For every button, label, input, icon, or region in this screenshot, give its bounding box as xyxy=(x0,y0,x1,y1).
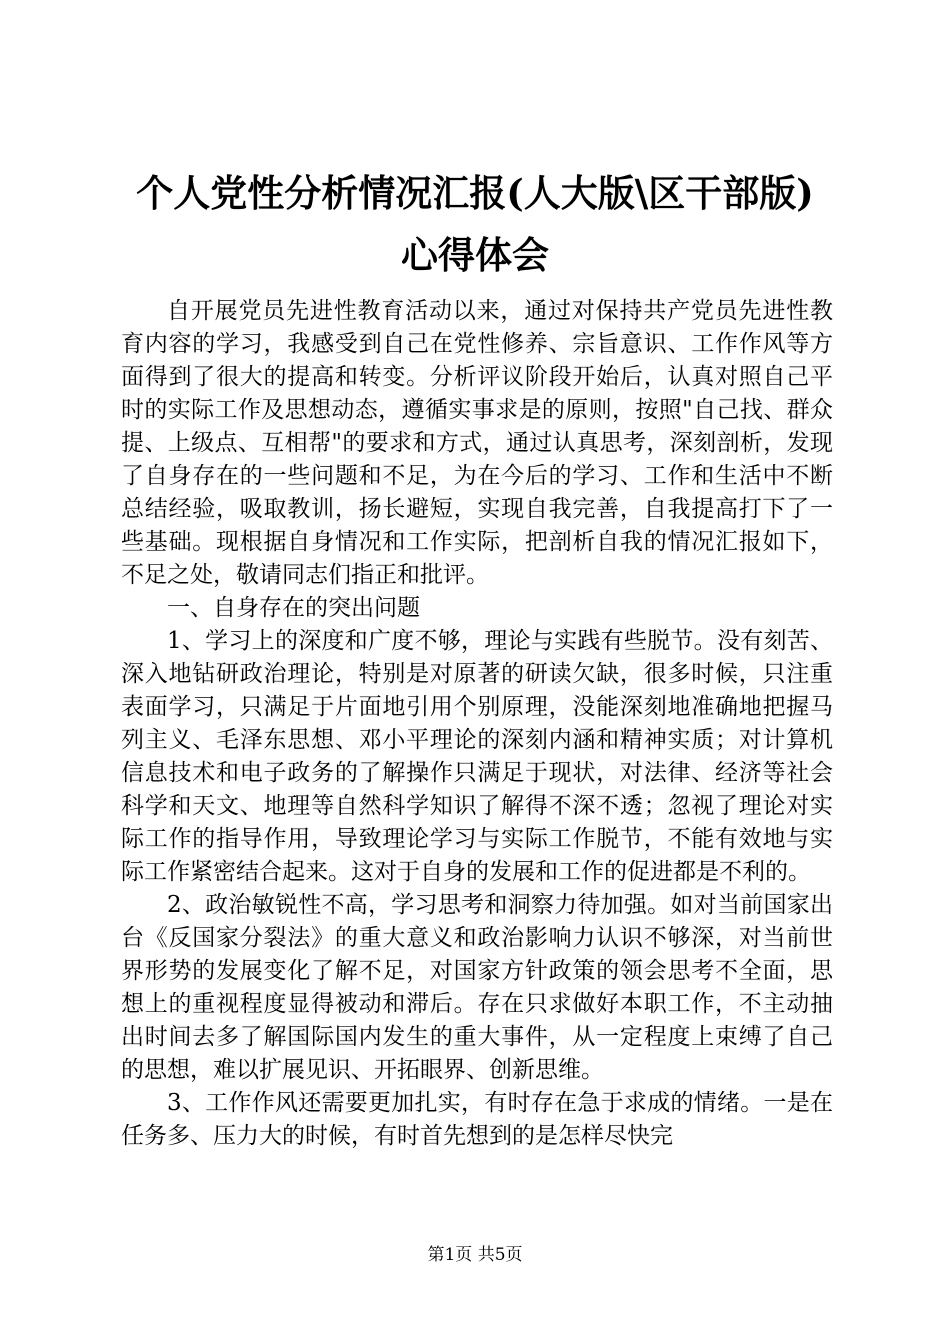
document-body xyxy=(121,295,833,1153)
paragraph-item-1: 1、学习上的深度和广度不够，理论与实践有些脱节。没有刻苦、深入地钻研政治理论，特别是对原著的研读欠缺，很多时候，只注重表面学习，只满足于片面地引用个别原理，没能深刻地准确地把握马列主义、毛泽东思想、邓小平理论的深刻内涵和精神实质；对计算机信息技术和电子政务的了解操作只满足于现状，对法律、经济等社会科学和天文、地理等自然科学知识了解得不深不透；忽视了理论对实际工作的指导作用，导致理论学习与实际工作脱节，不能有效地与实际工作紧密结合起来。这对于自身的发展和工作的促进都是不利的。 xyxy=(121,628,833,885)
section-heading-problems: 一、自身存在的突出问题 xyxy=(167,595,420,621)
paragraph-item-3: 3、工作作风还需要更加扎实，有时存在急于求成的情绪。一是在任务多、压力大的时候，有时首先想到的是怎样尽快完 xyxy=(121,1090,833,1149)
page-number-footer: 第1页 共5页 xyxy=(427,1245,523,1265)
document-title: 个人党性分析情况汇报(人大版\区干部版)心得体会 xyxy=(136,171,814,277)
paragraph-intro: 自开展党员先进性教育活动以来，通过对保持共产党员先进性教育内容的学习，我感受到自己在党性修养、宗旨意识、工作作风等方面得到了很大的提高和转变。分析评议阶段开始后，认真对照自己平时的实际工作及思想动态，遵循实事求是的原则，按照"自己找、群众提、上级点、互相帮"的要求和方式，通过认真思考，深刻剖析，发现了自身存在的一些问题和不足，为在今后的学习、工作和生活中不断总结经验，吸取教训，扬长避短，实现自我完善，自我提高打下了一些基础。现根据自身情况和工作实际，把剖析自我的情况汇报如下，不足之处，敬请同志们指正和批评。 xyxy=(121,298,833,588)
paragraph-item-2: 2、政治敏锐性不高，学习思考和洞察力待加强。如对当前国家出台《反国家分裂法》的重大意义和政治影响力认识不够深，对当前世界形势的发展变化了解不足，对国家方针政策的领会思考不全面，思想上的重视程度显得被动和滞后。存在只求做好本职工作，不主动抽出时间去多了解国际国内发生的重大事件，从一定程度上束缚了自己的思想，难以扩展见识、开拓眼界、创新思维。 xyxy=(121,892,833,1083)
